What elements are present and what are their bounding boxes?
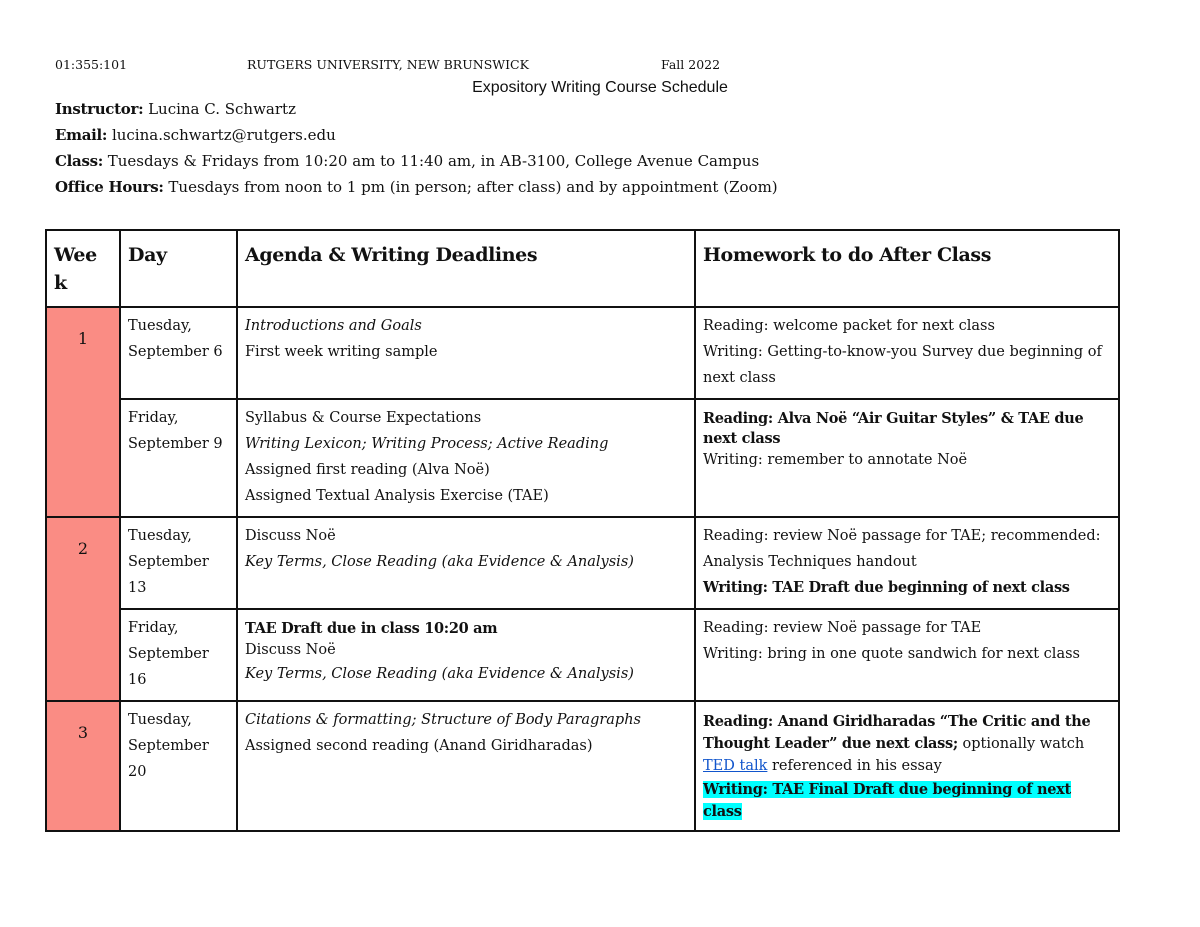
email-label: Email: [55,126,108,144]
day-cell: Tuesday, September 6 [120,307,237,399]
homework-item: Reading: welcome packet for next class [703,318,995,334]
schedule-table [45,229,1120,832]
agenda-cell [237,609,695,701]
day-cell: Friday, September 9 [120,399,237,517]
table-row [46,307,1119,399]
homework-item: Writing: remember to annotate Noë [703,452,968,468]
instructor-line [55,99,296,119]
agenda-item: Discuss Noë [245,642,336,658]
agenda-item: Key Terms, Close Reading (aka Evidence & Analysis) [245,554,634,570]
agenda-item: Discuss Noë [245,528,336,544]
table-row [46,701,1119,831]
instructor-value: Lucina C. Schwartz [143,100,296,118]
homework-item: Writing: bring in one quote sandwich for next class [703,646,1080,662]
col-header-day: Day [120,230,237,307]
email-value: lucina.schwartz@rutgers.edu [107,126,336,144]
table-row [46,399,1119,517]
office-hours-label: Office Hours: [55,178,164,196]
day-cell: Tuesday, September 13 [120,517,237,609]
agenda-cell [237,701,695,831]
agenda-item: Citations & formatting; Structure of Body Paragraphs [245,712,641,728]
homework-cell [695,307,1119,399]
col-header-agenda: Agenda & Writing Deadlines [237,230,695,307]
week-cell: 3 [46,701,120,831]
homework-cell [695,517,1119,609]
agenda-cell [237,517,695,609]
agenda-item: Introductions and Goals [245,318,422,334]
agenda-item: Writing Lexicon; Writing Process; Active Reading [245,436,609,452]
homework-highlight: Writing: TAE Final Draft due beginning of next class [703,781,1071,820]
homework-cell [695,701,1119,831]
agenda-item: Assigned Textual Analysis Exercise (TAE) [245,488,549,504]
agenda-cell [237,399,695,517]
class-line [55,151,759,171]
homework-item: Reading: review Noë passage for TAE [703,620,982,636]
agenda-item: Syllabus & Course Expectations [245,410,482,426]
class-value: Tuesdays & Fridays from 10:20 am to 11:40 am, in AB-3100, College Avenue Campus [102,152,760,170]
agenda-cell [237,307,695,399]
page-title: Expository Writing Course Schedule [472,79,728,96]
homework-item: Writing: TAE Draft due beginning of next class [703,579,1070,596]
day-cell: Tuesday, September 20 [120,701,237,831]
col-header-week: Wee k [46,230,120,307]
agenda-item: Key Terms, Close Reading (aka Evidence & Analysis) [245,666,634,682]
university-name: RUTGERS UNIVERSITY, NEW BRUNSWICK [247,57,529,72]
term: Fall 2022 [661,57,721,72]
homework-cell [695,399,1119,517]
ted-talk-link[interactable]: TED talk [703,758,768,774]
table-header-row [46,230,1119,307]
agenda-item: Assigned second reading (Anand Giridharadas) [245,738,593,754]
office-hours-value: Tuesdays from noon to 1 pm (in person; after class) and by appointment (Zoom) [163,178,778,196]
agenda-item: Assigned first reading (Alva Noë) [245,462,490,478]
week-cell: 2 [46,517,120,701]
week-cell: 1 [46,307,120,517]
table-row [46,517,1119,609]
agenda-item: TAE Draft due in class 10:20 am [245,620,498,637]
email-line [55,125,336,145]
day-cell: Friday, September 16 [120,609,237,701]
agenda-item: First week writing sample [245,344,438,360]
homework-cell [695,609,1119,701]
class-label: Class: [55,152,103,170]
homework-item: Reading: review Noë passage for TAE; recommended: Analysis Techniques handout [703,528,1101,570]
office-hours-line [55,177,778,197]
homework-reading-bold: Reading: Anand Giridharadas “The Critic and the Thought Leader” due next class; [703,713,1091,752]
homework-reading-rest: optionally watch [957,736,1085,752]
instructor-label: Instructor: [55,100,144,118]
course-code: 01:355:101 [55,57,128,72]
homework-item: Reading: Alva Noë “Air Guitar Styles” & TAE due next class [703,410,1084,447]
homework-reading-after-link: referenced in his essay [767,758,942,774]
col-header-homework: Homework to do After Class [695,230,1119,307]
table-row [46,609,1119,701]
homework-item: Writing: Getting-to-know-you Survey due beginning of next class [703,344,1102,386]
